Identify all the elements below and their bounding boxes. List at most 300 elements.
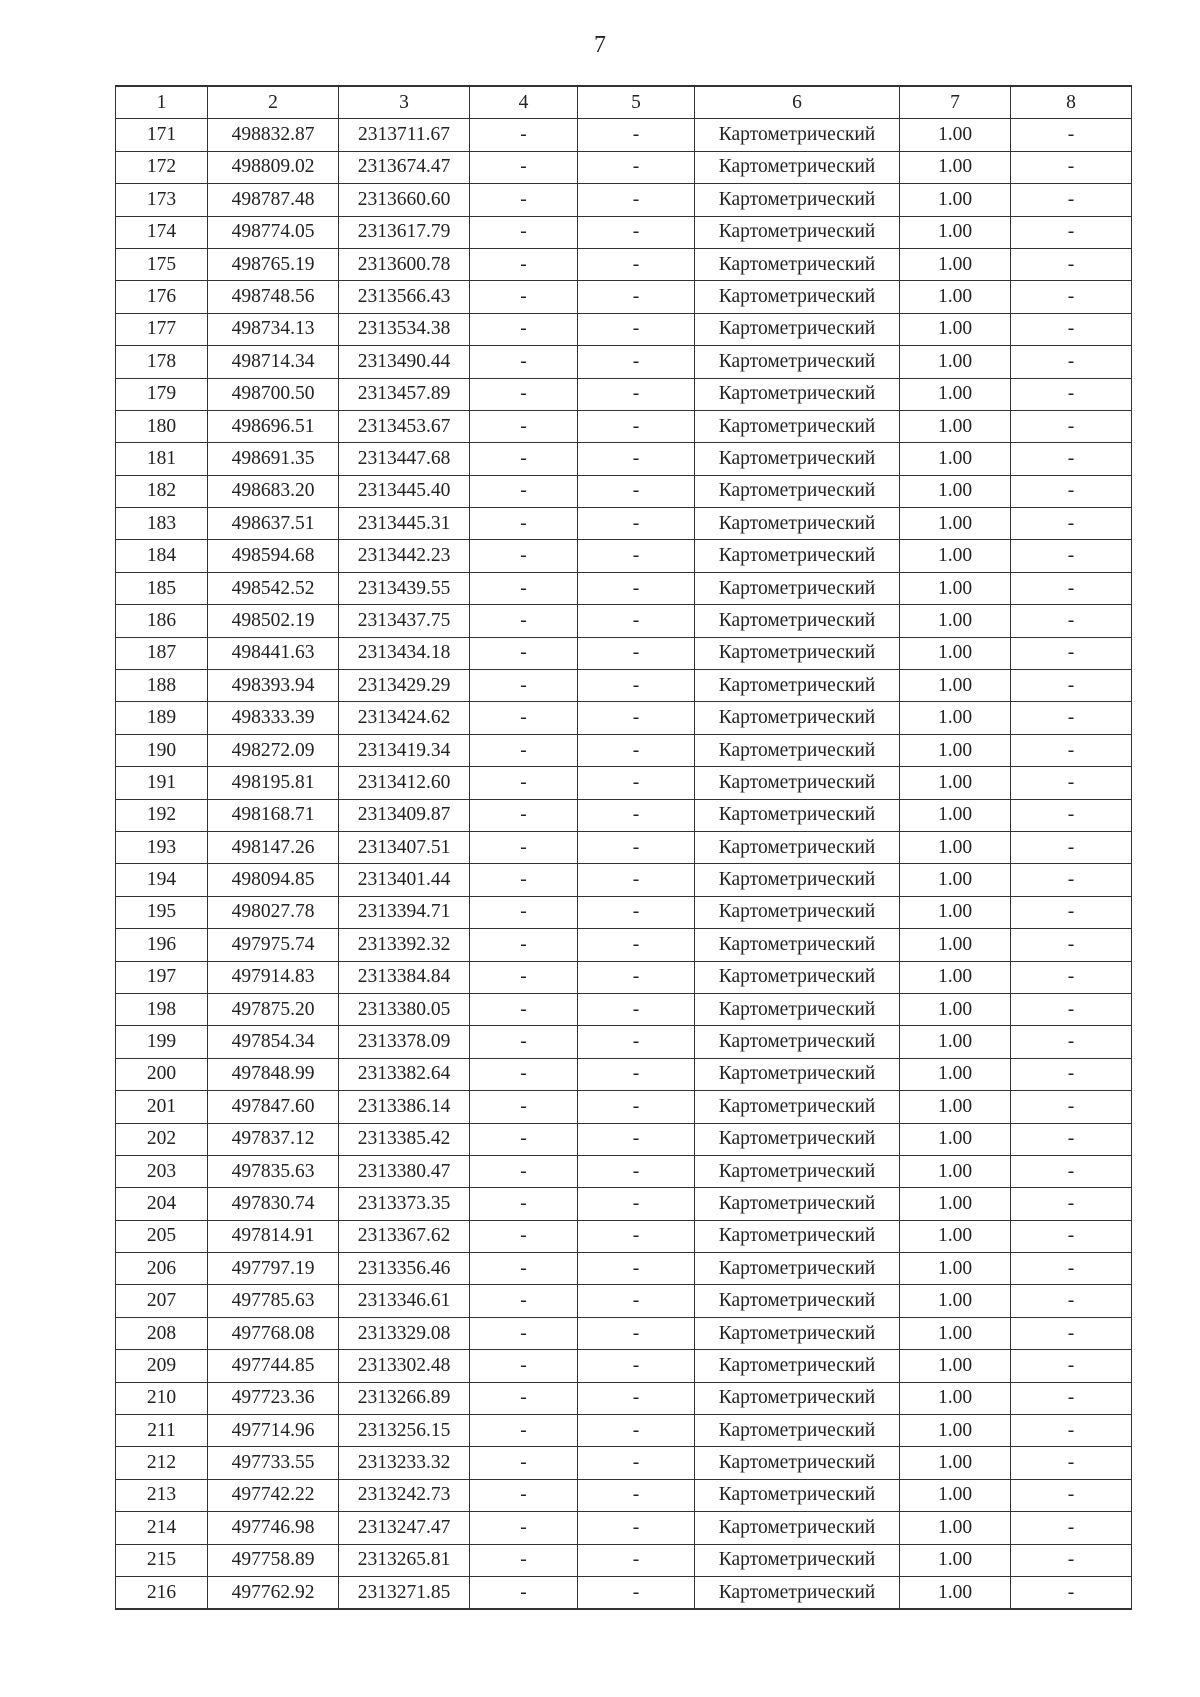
cell-accuracy: 1.00 <box>900 1220 1011 1252</box>
cell-y-coordinate: 2313380.47 <box>339 1155 470 1187</box>
cell-col-4: - <box>470 799 578 831</box>
table-row <box>116 1350 1132 1382</box>
column-header-7: 7 <box>900 86 1011 119</box>
table-body <box>116 119 1132 1609</box>
cell-method: Картометрический <box>695 831 900 863</box>
cell-col-4: - <box>470 1544 578 1576</box>
cell-col-5: - <box>578 1576 695 1609</box>
cell-col-5: - <box>578 1447 695 1479</box>
cell-point-number: 194 <box>116 864 208 896</box>
cell-method: Картометрический <box>695 637 900 669</box>
cell-col-8: - <box>1011 184 1132 216</box>
table-row <box>116 313 1132 345</box>
cell-col-4: - <box>470 1253 578 1285</box>
cell-y-coordinate: 2313534.38 <box>339 313 470 345</box>
cell-point-number: 215 <box>116 1544 208 1576</box>
cell-x-coordinate: 498765.19 <box>208 248 339 280</box>
cell-x-coordinate: 497847.60 <box>208 1091 339 1123</box>
page-number: 7 <box>594 32 606 58</box>
cell-point-number: 197 <box>116 961 208 993</box>
cell-accuracy: 1.00 <box>900 734 1011 766</box>
table-row <box>116 1253 1132 1285</box>
cell-accuracy: 1.00 <box>900 1544 1011 1576</box>
cell-accuracy: 1.00 <box>900 216 1011 248</box>
cell-accuracy: 1.00 <box>900 443 1011 475</box>
table-row <box>116 896 1132 928</box>
cell-point-number: 185 <box>116 572 208 604</box>
cell-col-4: - <box>470 864 578 896</box>
cell-point-number: 178 <box>116 346 208 378</box>
cell-method: Картометрический <box>695 767 900 799</box>
cell-col-4: - <box>470 1415 578 1447</box>
table-row <box>116 475 1132 507</box>
cell-col-8: - <box>1011 1576 1132 1609</box>
table-row <box>116 1091 1132 1123</box>
cell-col-5: - <box>578 184 695 216</box>
cell-method: Картометрический <box>695 864 900 896</box>
cell-accuracy: 1.00 <box>900 1026 1011 1058</box>
cell-y-coordinate: 2313453.67 <box>339 410 470 442</box>
cell-point-number: 200 <box>116 1058 208 1090</box>
cell-col-8: - <box>1011 1382 1132 1414</box>
cell-col-8: - <box>1011 572 1132 604</box>
cell-point-number: 204 <box>116 1188 208 1220</box>
table-row <box>116 1576 1132 1609</box>
cell-col-8: - <box>1011 831 1132 863</box>
cell-point-number: 196 <box>116 929 208 961</box>
cell-accuracy: 1.00 <box>900 410 1011 442</box>
cell-x-coordinate: 497758.89 <box>208 1544 339 1576</box>
cell-col-4: - <box>470 1026 578 1058</box>
cell-col-8: - <box>1011 1188 1132 1220</box>
cell-x-coordinate: 498594.68 <box>208 540 339 572</box>
cell-col-4: - <box>470 961 578 993</box>
cell-y-coordinate: 2313439.55 <box>339 572 470 604</box>
cell-accuracy: 1.00 <box>900 1576 1011 1609</box>
cell-y-coordinate: 2313419.34 <box>339 734 470 766</box>
cell-x-coordinate: 497762.92 <box>208 1576 339 1609</box>
cell-point-number: 191 <box>116 767 208 799</box>
cell-accuracy: 1.00 <box>900 831 1011 863</box>
table-row <box>116 1415 1132 1447</box>
table-row <box>116 281 1132 313</box>
cell-col-5: - <box>578 216 695 248</box>
table-row <box>116 961 1132 993</box>
cell-y-coordinate: 2313409.87 <box>339 799 470 831</box>
cell-col-5: - <box>578 313 695 345</box>
cell-x-coordinate: 497744.85 <box>208 1350 339 1382</box>
cell-method: Картометрический <box>695 1123 900 1155</box>
table-row <box>116 831 1132 863</box>
cell-y-coordinate: 2313385.42 <box>339 1123 470 1155</box>
cell-y-coordinate: 2313674.47 <box>339 151 470 183</box>
cell-method: Картометрический <box>695 540 900 572</box>
cell-y-coordinate: 2313600.78 <box>339 248 470 280</box>
cell-col-5: - <box>578 670 695 702</box>
cell-accuracy: 1.00 <box>900 1123 1011 1155</box>
table-row <box>116 864 1132 896</box>
cell-method: Картометрический <box>695 605 900 637</box>
cell-method: Картометрический <box>695 993 900 1025</box>
cell-accuracy: 1.00 <box>900 184 1011 216</box>
cell-col-5: - <box>578 605 695 637</box>
cell-col-4: - <box>470 1285 578 1317</box>
cell-col-5: - <box>578 1123 695 1155</box>
cell-y-coordinate: 2313401.44 <box>339 864 470 896</box>
cell-method: Картометрический <box>695 799 900 831</box>
cell-col-8: - <box>1011 1285 1132 1317</box>
cell-col-5: - <box>578 475 695 507</box>
cell-col-5: - <box>578 1479 695 1511</box>
cell-col-8: - <box>1011 1350 1132 1382</box>
cell-col-8: - <box>1011 637 1132 669</box>
cell-point-number: 209 <box>116 1350 208 1382</box>
table-row <box>116 508 1132 540</box>
cell-x-coordinate: 498393.94 <box>208 670 339 702</box>
cell-method: Картометрический <box>695 1512 900 1544</box>
column-header-8: 8 <box>1011 86 1132 119</box>
cell-method: Картометрический <box>695 346 900 378</box>
cell-y-coordinate: 2313566.43 <box>339 281 470 313</box>
cell-accuracy: 1.00 <box>900 313 1011 345</box>
cell-accuracy: 1.00 <box>900 475 1011 507</box>
cell-col-4: - <box>470 605 578 637</box>
cell-point-number: 182 <box>116 475 208 507</box>
cell-col-4: - <box>470 508 578 540</box>
cell-method: Картометрический <box>695 734 900 766</box>
cell-col-8: - <box>1011 346 1132 378</box>
cell-point-number: 187 <box>116 637 208 669</box>
cell-x-coordinate: 497835.63 <box>208 1155 339 1187</box>
cell-x-coordinate: 498787.48 <box>208 184 339 216</box>
cell-x-coordinate: 498700.50 <box>208 378 339 410</box>
cell-method: Картометрический <box>695 248 900 280</box>
cell-x-coordinate: 497733.55 <box>208 1447 339 1479</box>
cell-x-coordinate: 497975.74 <box>208 929 339 961</box>
cell-y-coordinate: 2313429.29 <box>339 670 470 702</box>
table-row <box>116 1479 1132 1511</box>
cell-x-coordinate: 498774.05 <box>208 216 339 248</box>
cell-point-number: 207 <box>116 1285 208 1317</box>
cell-col-5: - <box>578 508 695 540</box>
cell-col-5: - <box>578 929 695 961</box>
cell-accuracy: 1.00 <box>900 896 1011 928</box>
cell-col-8: - <box>1011 670 1132 702</box>
cell-point-number: 199 <box>116 1026 208 1058</box>
cell-x-coordinate: 497714.96 <box>208 1415 339 1447</box>
cell-y-coordinate: 2313442.23 <box>339 540 470 572</box>
cell-col-5: - <box>578 378 695 410</box>
cell-point-number: 186 <box>116 605 208 637</box>
cell-col-4: - <box>470 410 578 442</box>
cell-col-4: - <box>470 378 578 410</box>
table-row <box>116 1220 1132 1252</box>
cell-x-coordinate: 497837.12 <box>208 1123 339 1155</box>
cell-accuracy: 1.00 <box>900 281 1011 313</box>
cell-y-coordinate: 2313445.31 <box>339 508 470 540</box>
cell-accuracy: 1.00 <box>900 119 1011 151</box>
cell-point-number: 201 <box>116 1091 208 1123</box>
table-row <box>116 670 1132 702</box>
cell-method: Картометрический <box>695 702 900 734</box>
cell-method: Картометрический <box>695 216 900 248</box>
table-row <box>116 702 1132 734</box>
cell-point-number: 203 <box>116 1155 208 1187</box>
cell-x-coordinate: 497742.22 <box>208 1479 339 1511</box>
cell-accuracy: 1.00 <box>900 151 1011 183</box>
cell-col-5: - <box>578 1253 695 1285</box>
cell-y-coordinate: 2313660.60 <box>339 184 470 216</box>
table-row <box>116 1382 1132 1414</box>
cell-col-4: - <box>470 475 578 507</box>
table-row <box>116 993 1132 1025</box>
table-row <box>116 767 1132 799</box>
cell-point-number: 216 <box>116 1576 208 1609</box>
cell-point-number: 213 <box>116 1479 208 1511</box>
cell-col-5: - <box>578 1350 695 1382</box>
cell-point-number: 179 <box>116 378 208 410</box>
cell-x-coordinate: 498683.20 <box>208 475 339 507</box>
cell-col-5: - <box>578 1415 695 1447</box>
table-row <box>116 184 1132 216</box>
cell-y-coordinate: 2313266.89 <box>339 1382 470 1414</box>
cell-col-4: - <box>470 767 578 799</box>
cell-accuracy: 1.00 <box>900 1058 1011 1090</box>
cell-y-coordinate: 2313445.40 <box>339 475 470 507</box>
cell-method: Картометрический <box>695 572 900 604</box>
cell-x-coordinate: 498542.52 <box>208 572 339 604</box>
cell-col-8: - <box>1011 1155 1132 1187</box>
cell-accuracy: 1.00 <box>900 670 1011 702</box>
cell-col-8: - <box>1011 1220 1132 1252</box>
cell-col-5: - <box>578 346 695 378</box>
cell-x-coordinate: 497785.63 <box>208 1285 339 1317</box>
cell-col-5: - <box>578 443 695 475</box>
table-row <box>116 1123 1132 1155</box>
cell-col-4: - <box>470 443 578 475</box>
cell-col-8: - <box>1011 864 1132 896</box>
cell-col-4: - <box>470 1512 578 1544</box>
column-header-4: 4 <box>470 86 578 119</box>
cell-y-coordinate: 2313386.14 <box>339 1091 470 1123</box>
cell-point-number: 205 <box>116 1220 208 1252</box>
table-row <box>116 1026 1132 1058</box>
cell-y-coordinate: 2313447.68 <box>339 443 470 475</box>
table-row <box>116 572 1132 604</box>
cell-method: Картометрический <box>695 151 900 183</box>
table-row <box>116 1285 1132 1317</box>
cell-col-8: - <box>1011 1447 1132 1479</box>
cell-x-coordinate: 498502.19 <box>208 605 339 637</box>
cell-accuracy: 1.00 <box>900 1285 1011 1317</box>
cell-method: Картометрический <box>695 475 900 507</box>
cell-point-number: 212 <box>116 1447 208 1479</box>
cell-col-4: - <box>470 1220 578 1252</box>
cell-y-coordinate: 2313380.05 <box>339 993 470 1025</box>
cell-x-coordinate: 498147.26 <box>208 831 339 863</box>
cell-x-coordinate: 498333.39 <box>208 702 339 734</box>
table-row <box>116 1155 1132 1187</box>
cell-col-8: - <box>1011 1544 1132 1576</box>
cell-y-coordinate: 2313617.79 <box>339 216 470 248</box>
cell-method: Картометрический <box>695 1350 900 1382</box>
cell-method: Картометрический <box>695 281 900 313</box>
cell-method: Картометрический <box>695 1026 900 1058</box>
cell-y-coordinate: 2313490.44 <box>339 346 470 378</box>
table-row <box>116 1058 1132 1090</box>
cell-method: Картометрический <box>695 1382 900 1414</box>
cell-col-8: - <box>1011 281 1132 313</box>
cell-col-4: - <box>470 929 578 961</box>
cell-point-number: 211 <box>116 1415 208 1447</box>
cell-col-8: - <box>1011 1415 1132 1447</box>
cell-col-4: - <box>470 637 578 669</box>
table-row <box>116 929 1132 961</box>
cell-col-5: - <box>578 896 695 928</box>
cell-y-coordinate: 2313424.62 <box>339 702 470 734</box>
cell-col-8: - <box>1011 1479 1132 1511</box>
cell-accuracy: 1.00 <box>900 248 1011 280</box>
cell-col-8: - <box>1011 475 1132 507</box>
cell-col-5: - <box>578 1091 695 1123</box>
cell-col-8: - <box>1011 410 1132 442</box>
cell-method: Картометрический <box>695 1091 900 1123</box>
cell-y-coordinate: 2313329.08 <box>339 1317 470 1349</box>
cell-accuracy: 1.00 <box>900 540 1011 572</box>
cell-x-coordinate: 497830.74 <box>208 1188 339 1220</box>
table-row <box>116 151 1132 183</box>
cell-col-5: - <box>578 248 695 280</box>
cell-method: Картометрический <box>695 443 900 475</box>
cell-point-number: 189 <box>116 702 208 734</box>
cell-accuracy: 1.00 <box>900 1447 1011 1479</box>
cell-y-coordinate: 2313407.51 <box>339 831 470 863</box>
cell-point-number: 210 <box>116 1382 208 1414</box>
cell-x-coordinate: 497797.19 <box>208 1253 339 1285</box>
cell-y-coordinate: 2313382.64 <box>339 1058 470 1090</box>
cell-method: Картометрический <box>695 1544 900 1576</box>
cell-accuracy: 1.00 <box>900 378 1011 410</box>
cell-col-4: - <box>470 1576 578 1609</box>
cell-method: Картометрический <box>695 508 900 540</box>
table-row <box>116 216 1132 248</box>
cell-x-coordinate: 498272.09 <box>208 734 339 766</box>
cell-col-8: - <box>1011 1512 1132 1544</box>
cell-point-number: 208 <box>116 1317 208 1349</box>
cell-accuracy: 1.00 <box>900 1415 1011 1447</box>
cell-col-5: - <box>578 119 695 151</box>
cell-y-coordinate: 2313711.67 <box>339 119 470 151</box>
cell-col-8: - <box>1011 1058 1132 1090</box>
cell-col-5: - <box>578 961 695 993</box>
cell-col-4: - <box>470 313 578 345</box>
cell-col-5: - <box>578 831 695 863</box>
cell-col-4: - <box>470 1317 578 1349</box>
cell-col-5: - <box>578 1155 695 1187</box>
cell-x-coordinate: 497854.34 <box>208 1026 339 1058</box>
cell-x-coordinate: 497914.83 <box>208 961 339 993</box>
cell-point-number: 177 <box>116 313 208 345</box>
cell-col-4: - <box>470 346 578 378</box>
cell-col-4: - <box>470 281 578 313</box>
cell-col-4: - <box>470 1447 578 1479</box>
table-row <box>116 799 1132 831</box>
cell-y-coordinate: 2313265.81 <box>339 1544 470 1576</box>
cell-x-coordinate: 498748.56 <box>208 281 339 313</box>
cell-accuracy: 1.00 <box>900 1091 1011 1123</box>
cell-col-5: - <box>578 702 695 734</box>
column-header-6: 6 <box>695 86 900 119</box>
cell-x-coordinate: 497848.99 <box>208 1058 339 1090</box>
cell-col-8: - <box>1011 702 1132 734</box>
cell-col-8: - <box>1011 216 1132 248</box>
cell-col-4: - <box>470 1058 578 1090</box>
cell-y-coordinate: 2313412.60 <box>339 767 470 799</box>
cell-method: Картометрический <box>695 1317 900 1349</box>
cell-col-8: - <box>1011 1253 1132 1285</box>
cell-col-4: - <box>470 216 578 248</box>
cell-col-5: - <box>578 410 695 442</box>
cell-x-coordinate: 498168.71 <box>208 799 339 831</box>
cell-accuracy: 1.00 <box>900 1317 1011 1349</box>
column-header-3: 3 <box>339 86 470 119</box>
cell-col-8: - <box>1011 961 1132 993</box>
cell-point-number: 174 <box>116 216 208 248</box>
cell-method: Картометрический <box>695 896 900 928</box>
cell-point-number: 190 <box>116 734 208 766</box>
column-header-2: 2 <box>208 86 339 119</box>
cell-y-coordinate: 2313434.18 <box>339 637 470 669</box>
table-row <box>116 378 1132 410</box>
cell-method: Картометрический <box>695 961 900 993</box>
cell-point-number: 172 <box>116 151 208 183</box>
cell-col-4: - <box>470 1155 578 1187</box>
cell-col-4: - <box>470 1350 578 1382</box>
cell-x-coordinate: 498691.35 <box>208 443 339 475</box>
cell-x-coordinate: 498832.87 <box>208 119 339 151</box>
cell-point-number: 198 <box>116 993 208 1025</box>
cell-point-number: 192 <box>116 799 208 831</box>
cell-y-coordinate: 2313367.62 <box>339 1220 470 1252</box>
cell-method: Картометрический <box>695 1479 900 1511</box>
cell-point-number: 173 <box>116 184 208 216</box>
cell-method: Картометрический <box>695 1155 900 1187</box>
cell-point-number: 176 <box>116 281 208 313</box>
cell-col-8: - <box>1011 540 1132 572</box>
cell-accuracy: 1.00 <box>900 1350 1011 1382</box>
cell-col-8: - <box>1011 378 1132 410</box>
cell-method: Картометрический <box>695 1415 900 1447</box>
cell-col-8: - <box>1011 151 1132 183</box>
cell-y-coordinate: 2313302.48 <box>339 1350 470 1382</box>
cell-x-coordinate: 498195.81 <box>208 767 339 799</box>
cell-accuracy: 1.00 <box>900 767 1011 799</box>
table-row <box>116 734 1132 766</box>
table-row <box>116 248 1132 280</box>
cell-y-coordinate: 2313457.89 <box>339 378 470 410</box>
cell-y-coordinate: 2313356.46 <box>339 1253 470 1285</box>
cell-accuracy: 1.00 <box>900 508 1011 540</box>
cell-accuracy: 1.00 <box>900 1512 1011 1544</box>
cell-accuracy: 1.00 <box>900 1253 1011 1285</box>
cell-method: Картометрический <box>695 1058 900 1090</box>
cell-col-5: - <box>578 1544 695 1576</box>
cell-x-coordinate: 497723.36 <box>208 1382 339 1414</box>
cell-accuracy: 1.00 <box>900 1382 1011 1414</box>
cell-point-number: 180 <box>116 410 208 442</box>
cell-col-8: - <box>1011 1091 1132 1123</box>
cell-col-5: - <box>578 1220 695 1252</box>
